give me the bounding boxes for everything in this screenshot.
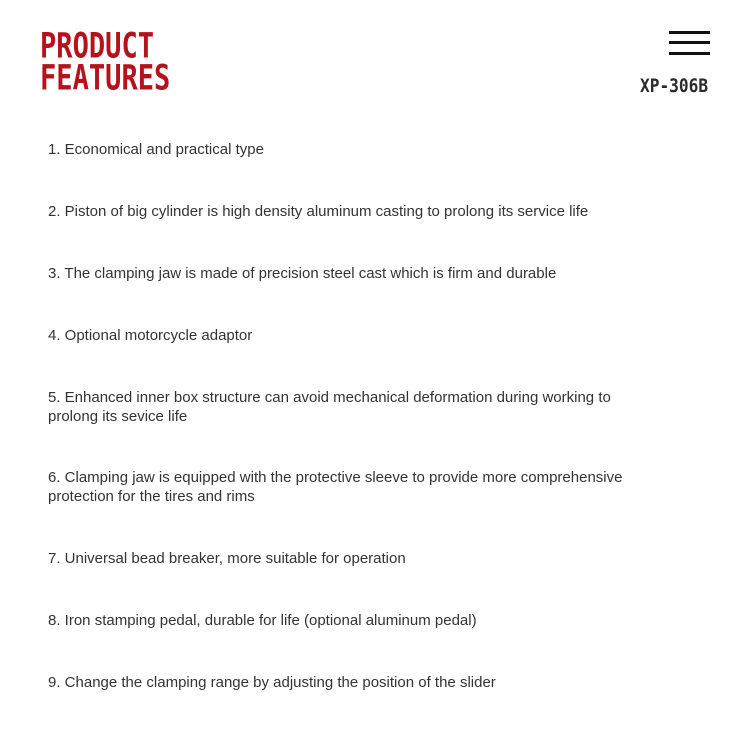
feature-item: 9. Change the clamping range by adjusting the position of the slider <box>48 674 496 691</box>
feature-item: 8. Iron stamping pedal, durable for life (optional aluminum pedal) <box>48 612 477 629</box>
feature-item: 1. Economical and practical type <box>48 141 264 158</box>
feature-item: 6. Clamping jaw is equipped with the protective sleeve to provide more comprehensive protection for the tires and rims <box>48 469 623 505</box>
title-line-features: FEATURES <box>40 56 171 98</box>
feature-item: 3. The clamping jaw is made of precision steel cast which is firm and durable <box>48 265 557 282</box>
feature-item: 7. Universal bead breaker, more suitable for operation <box>48 550 406 567</box>
feature-item: 2. Piston of big cylinder is high density aluminum casting to prolong its service life <box>48 203 589 220</box>
model-number: XP-306B <box>639 75 708 97</box>
feature-item: 5. Enhanced inner box structure can avoid mechanical deformation during working to prolong its sevice life <box>48 389 611 425</box>
menu-bar <box>669 41 710 44</box>
hamburger-menu-icon[interactable] <box>669 31 710 55</box>
feature-item: 4. Optional motorcycle adaptor <box>48 327 253 344</box>
title-line-product: PRODUCT <box>40 24 155 66</box>
menu-bar <box>669 31 710 34</box>
page-title <box>40 24 199 98</box>
menu-bar <box>669 52 710 55</box>
